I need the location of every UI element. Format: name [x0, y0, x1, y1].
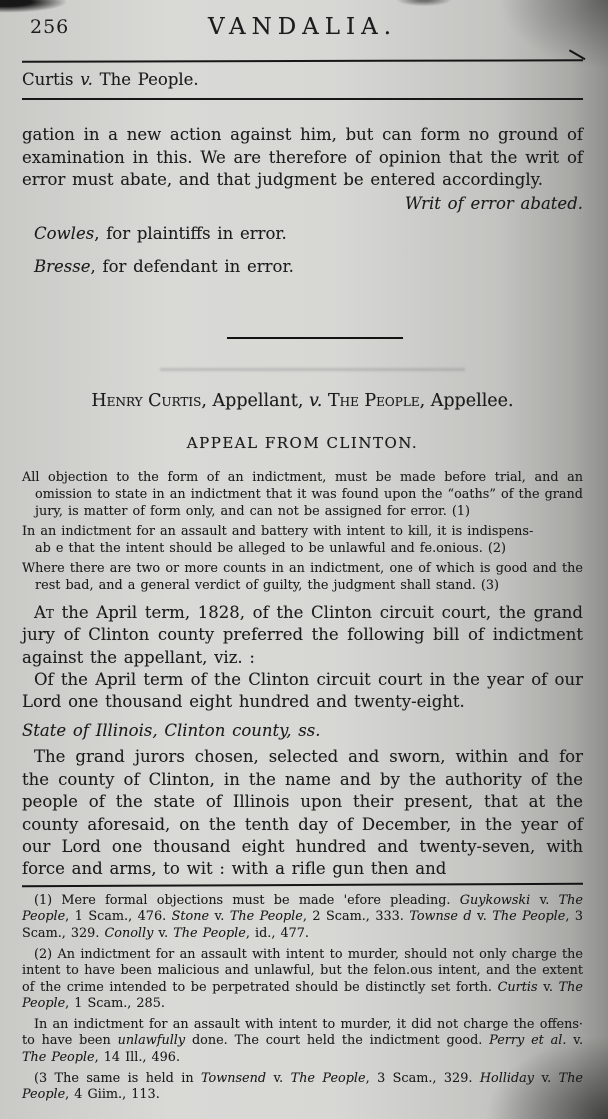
footnote-3: (3 The same is held in Townsend v. The People, 3 Scam., 329. Holliday v. The People, 4 Giim., 113. — [22, 1070, 584, 1103]
opinion-continuation-paragraph: gation in a new action against him, but can form no ground of examination in this. We are therefore of opinion that the writ of error must abate, and that judgment be entered accordingly. — [22, 125, 583, 190]
page-number: 256 — [30, 16, 70, 38]
running-head: Curtis v. The People. — [22, 70, 199, 89]
syllabus-point-3: Where there are two or more counts in an indictment, one of which is good and the rest bad, and a general verdict of guilty, the judgment shall stand. (3) — [22, 560, 583, 593]
venue-heading: APPEAL FROM CLINTON. — [186, 433, 419, 452]
footnote-2: (2) An indictment for an assault with intent to murder, should not only charge the intent to have been malicious and unlawful, but the felon.ous intent, and the extent of the crime intended to be perpetrated should be distinctly set forth. Curtis v. The People, 1 Scam., 285. — [22, 946, 583, 1012]
jurisdiction-line: State of Illinois, Clinton county, ss. — [22, 720, 321, 740]
counsel-plaintiff-line: Cowles, for plaintiffs in error. — [34, 224, 287, 244]
counsel-defendant-line: Bresse, for defendant in error. — [34, 257, 294, 277]
footnotes-block — [22, 893, 583, 1104]
indictment-intro-paragraph: At the April term, 1828, of the Clinton circuit court, the grand jury of Clinton county preferred the following bill of indictment against the appellant, viz. : — [22, 602, 583, 667]
section-divider-rule — [227, 337, 403, 339]
disposition-line: Writ of error abated. — [404, 193, 583, 213]
syllabus-point-2: In an indictment for an assault and battery with intent to kill, it is indispens- ab e that the intent should be alleged to be unlawful and fe.onious. (2) — [22, 523, 534, 556]
page-content — [22, 0, 583, 1104]
header-rule-top — [22, 59, 583, 62]
header-rule-bottom — [22, 98, 583, 100]
syllabus-point-1: All objection to the form of an indictment, must be made before trial, and an omission to state in an indictment that it was found upon the “oaths” of the grand jury, is matter of form only, and can not be assigned for error. (1) — [22, 469, 583, 519]
footnote-2-continued: In an indictment for an assault with intent to murder, it did not charge the offens· to have been unlawfully done. The court held the indictment good. Perry et al. v. The People, 14 Ill., 496. — [22, 1016, 584, 1066]
page-header — [22, 14, 583, 54]
indictment-body-paragraph: The grand jurors chosen, selected and sworn, within and for the county of Clinton, in the name and by the authority of the people of the state of Illinois upon their present, that at the county aforesaid, on the tenth day of December, in the year of our Lord one thousand eight hundred and twenty-seven, with force and arms, to wit : with a rifle gun then and — [22, 747, 583, 879]
book-title: VANDALIA. — [207, 14, 398, 40]
footnote-rule — [22, 882, 583, 886]
indictment-caption-paragraph: Of the April term of the Clinton circuit court in the year of our Lord one thousand eight hundred and twenty-eight. — [22, 670, 583, 712]
syllabus-block — [22, 469, 583, 594]
footnote-1: (1) Mere formal objections must be made 'efore pleading. Guykowski v. The People, 1 Scam., 476. Stone v. The People, 2 Scam., 333. Townse d v. The People, 3 Scam., 329. Conolly v. The People, id., 477. — [22, 892, 584, 941]
case-title: Henry Curtis, Appellant, v. The People, Appellee. — [91, 390, 514, 411]
